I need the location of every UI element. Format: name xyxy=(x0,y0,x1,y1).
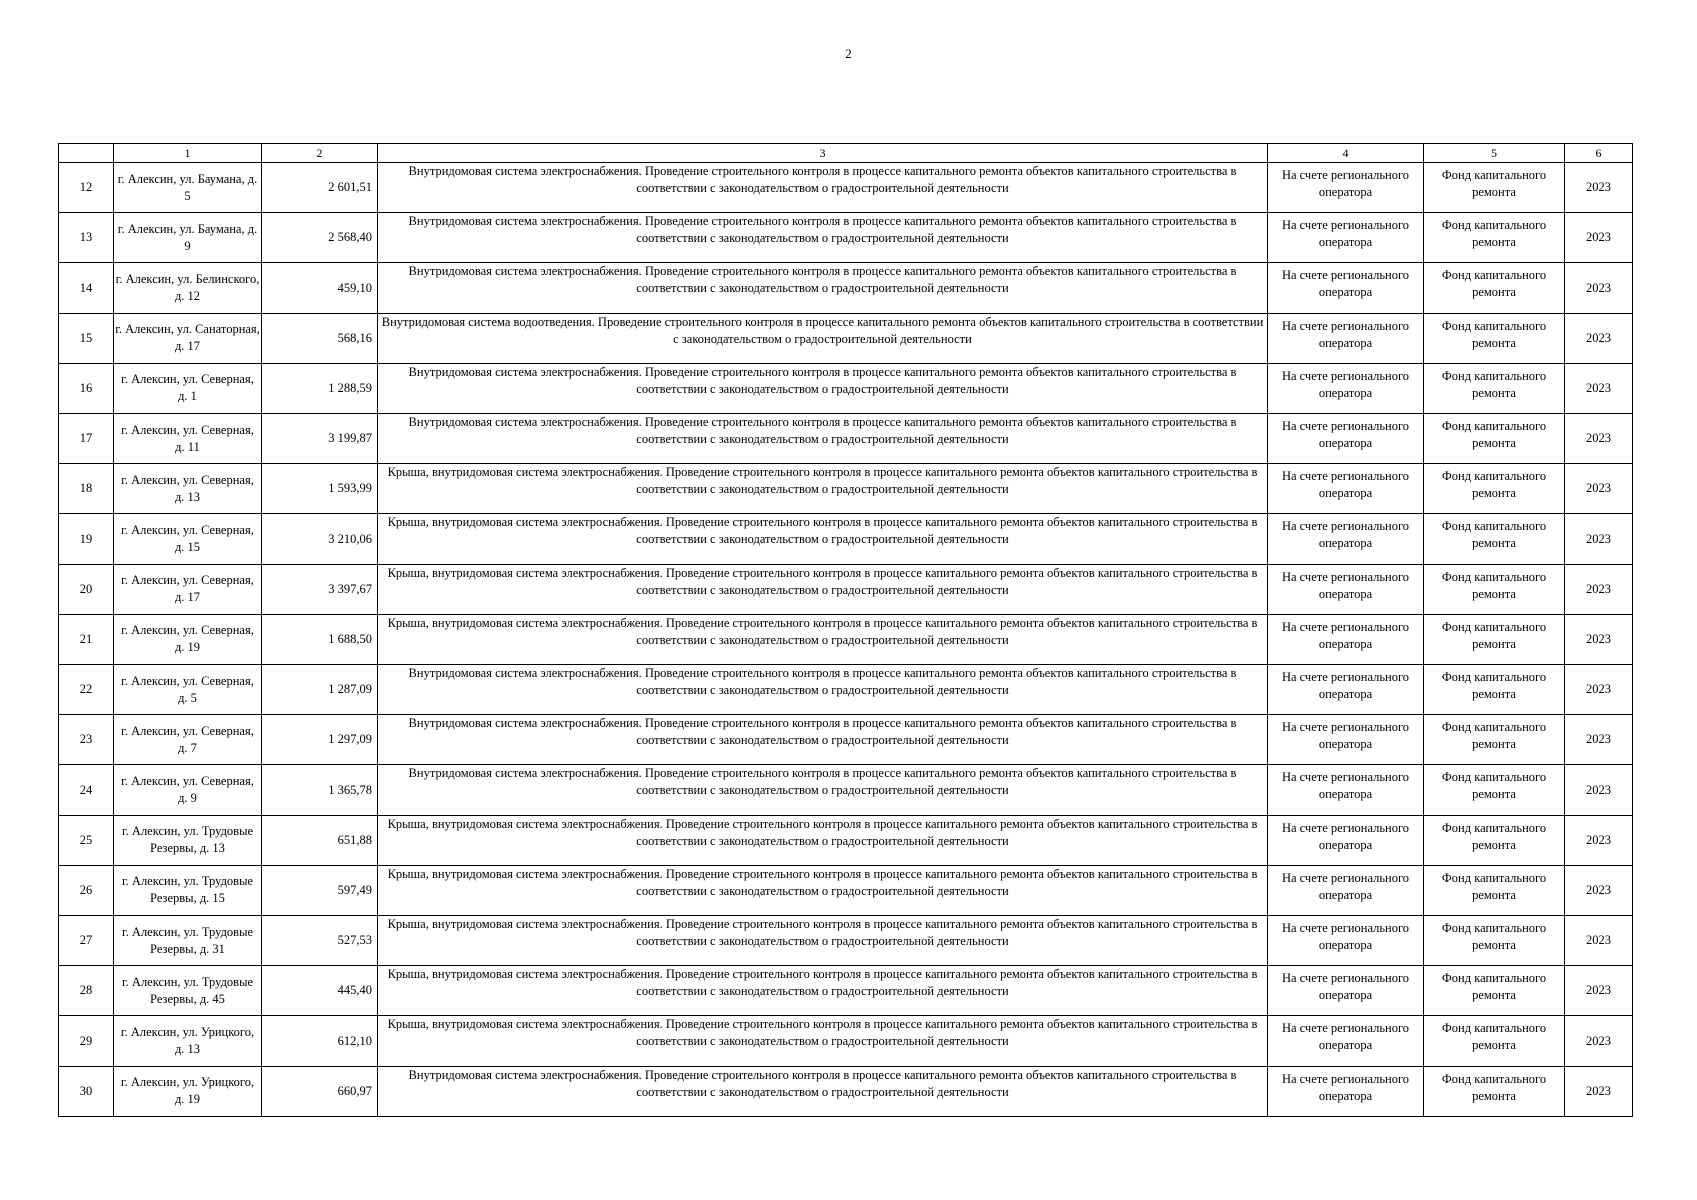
account-method-cell: На счете регионального оператора xyxy=(1268,1066,1424,1116)
table-row xyxy=(59,313,1633,363)
row-number-cell: 30 xyxy=(59,1066,114,1116)
work-description-cell: Внутридомовая система электроснабжения. Проведение строительного контроля в процессе капитального ремонта объектов капитального строительства в соответствии с законодательством о градостроительной деятельности xyxy=(378,715,1268,765)
row-number-cell: 24 xyxy=(59,765,114,815)
work-description-cell: Внутридомовая система электроснабжения. Проведение строительного контроля в процессе капитального ремонта объектов капитального строительства в соответствии с законодательством о градостроительной деятельности xyxy=(378,263,1268,313)
area-cell: 2 568,40 xyxy=(262,213,378,263)
work-description-cell: Внутридомовая система электроснабжения. Проведение строительного контроля в процессе капитального ремонта объектов капитального строительства в соответствии с законодательством о градостроительной деятельности xyxy=(378,765,1268,815)
table-row xyxy=(59,263,1633,313)
year-cell: 2023 xyxy=(1565,865,1633,915)
area-cell: 1 593,99 xyxy=(262,464,378,514)
area-cell: 2 601,51 xyxy=(262,163,378,213)
page-number: 2 xyxy=(845,46,852,61)
work-description-cell: Внутридомовая система электроснабжения. Проведение строительного контроля в процессе капитального ремонта объектов капитального строительства в соответствии с законодательством о градостроительной деятельности xyxy=(378,213,1268,263)
header-cell: 5 xyxy=(1424,144,1565,163)
account-method-cell: На счете регионального оператора xyxy=(1268,564,1424,614)
row-number-cell: 14 xyxy=(59,263,114,313)
account-method-cell: На счете регионального оператора xyxy=(1268,865,1424,915)
table-row xyxy=(59,916,1633,966)
area-cell: 3 397,67 xyxy=(262,564,378,614)
work-description-cell: Крыша, внутридомовая система электроснабжения. Проведение строительного контроля в процессе капитального ремонта объектов капитального строительства в соответствии с законодательством о градостроительной деятельности xyxy=(378,614,1268,664)
account-method-cell: На счете регионального оператора xyxy=(1268,916,1424,966)
area-cell: 612,10 xyxy=(262,1016,378,1066)
row-number-cell: 22 xyxy=(59,665,114,715)
table-row xyxy=(59,363,1633,413)
table-row xyxy=(59,765,1633,815)
row-number-cell: 29 xyxy=(59,1016,114,1066)
work-description-cell: Внутридомовая система электроснабжения. Проведение строительного контроля в процессе капитального ремонта объектов капитального строительства в соответствии с законодательством о градостроительной деятельности xyxy=(378,414,1268,464)
row-number-cell: 19 xyxy=(59,514,114,564)
row-number-cell: 25 xyxy=(59,815,114,865)
year-cell: 2023 xyxy=(1565,815,1633,865)
row-number-cell: 16 xyxy=(59,363,114,413)
address-cell: г. Алексин, ул. Белинского, д. 12 xyxy=(114,263,262,313)
account-method-cell: На счете регионального оператора xyxy=(1268,1016,1424,1066)
funding-source-cell: Фонд капитального ремонта xyxy=(1424,966,1565,1016)
address-cell: г. Алексин, ул. Северная, д. 5 xyxy=(114,665,262,715)
funding-source-cell: Фонд капитального ремонта xyxy=(1424,263,1565,313)
work-description-cell: Крыша, внутридомовая система электроснабжения. Проведение строительного контроля в процессе капитального ремонта объектов капитального строительства в соответствии с законодательством о градостроительной деятельности xyxy=(378,464,1268,514)
table-row xyxy=(59,414,1633,464)
area-cell: 459,10 xyxy=(262,263,378,313)
row-number-cell: 21 xyxy=(59,614,114,664)
area-cell: 1 288,59 xyxy=(262,363,378,413)
account-method-cell: На счете регионального оператора xyxy=(1268,313,1424,363)
year-cell: 2023 xyxy=(1565,464,1633,514)
row-number-cell: 28 xyxy=(59,966,114,1016)
table-row xyxy=(59,1066,1633,1116)
account-method-cell: На счете регионального оператора xyxy=(1268,514,1424,564)
year-cell: 2023 xyxy=(1565,715,1633,765)
area-cell: 527,53 xyxy=(262,916,378,966)
funding-source-cell: Фонд капитального ремонта xyxy=(1424,815,1565,865)
address-cell: г. Алексин, ул. Северная, д. 15 xyxy=(114,514,262,564)
row-number-cell: 17 xyxy=(59,414,114,464)
row-number-cell: 13 xyxy=(59,213,114,263)
address-cell: г. Алексин, ул. Северная, д. 13 xyxy=(114,464,262,514)
address-cell: г. Алексин, ул. Баумана, д. 5 xyxy=(114,163,262,213)
work-description-cell: Крыша, внутридомовая система электроснабжения. Проведение строительного контроля в процессе капитального ремонта объектов капитального строительства в соответствии с законодательством о градостроительной деятельности xyxy=(378,564,1268,614)
area-cell: 1 297,09 xyxy=(262,715,378,765)
funding-source-cell: Фонд капитального ремонта xyxy=(1424,1016,1565,1066)
work-description-cell: Крыша, внутридомовая система электроснабжения. Проведение строительного контроля в процессе капитального ремонта объектов капитального строительства в соответствии с законодательством о градостроительной деятельности xyxy=(378,916,1268,966)
funding-source-cell: Фонд капитального ремонта xyxy=(1424,916,1565,966)
year-cell: 2023 xyxy=(1565,363,1633,413)
work-description-cell: Внутридомовая система электроснабжения. Проведение строительного контроля в процессе капитального ремонта объектов капитального строительства в соответствии с законодательством о градостроительной деятельности xyxy=(378,1066,1268,1116)
address-cell: г. Алексин, ул. Северная, д. 17 xyxy=(114,564,262,614)
table-row xyxy=(59,865,1633,915)
area-cell: 1 688,50 xyxy=(262,614,378,664)
work-description-cell: Внутридомовая система электроснабжения. Проведение строительного контроля в процессе капитального ремонта объектов капитального строительства в соответствии с законодательством о градостроительной деятельности xyxy=(378,363,1268,413)
works-table xyxy=(58,143,1633,1117)
account-method-cell: На счете регионального оператора xyxy=(1268,213,1424,263)
account-method-cell: На счете регионального оператора xyxy=(1268,665,1424,715)
year-cell: 2023 xyxy=(1565,213,1633,263)
year-cell: 2023 xyxy=(1565,313,1633,363)
header-row xyxy=(59,144,1633,163)
account-method-cell: На счете регионального оператора xyxy=(1268,263,1424,313)
account-method-cell: На счете регионального оператора xyxy=(1268,414,1424,464)
table-row xyxy=(59,213,1633,263)
account-method-cell: На счете регионального оператора xyxy=(1268,614,1424,664)
work-description-cell: Крыша, внутридомовая система электроснабжения. Проведение строительного контроля в процессе капитального ремонта объектов капитального строительства в соответствии с законодательством о градостроительной деятельности xyxy=(378,815,1268,865)
work-description-cell: Крыша, внутридомовая система электроснабжения. Проведение строительного контроля в процессе капитального ремонта объектов капитального строительства в соответствии с законодательством о градостроительной деятельности xyxy=(378,865,1268,915)
table-row xyxy=(59,1016,1633,1066)
year-cell: 2023 xyxy=(1565,1066,1633,1116)
funding-source-cell: Фонд капитального ремонта xyxy=(1424,564,1565,614)
row-number-cell: 20 xyxy=(59,564,114,614)
row-number-cell: 27 xyxy=(59,916,114,966)
row-number-cell: 18 xyxy=(59,464,114,514)
year-cell: 2023 xyxy=(1565,514,1633,564)
funding-source-cell: Фонд капитального ремонта xyxy=(1424,715,1565,765)
header-cell: 2 xyxy=(262,144,378,163)
header-cell: 4 xyxy=(1268,144,1424,163)
funding-source-cell: Фонд капитального ремонта xyxy=(1424,464,1565,514)
header-cell: 3 xyxy=(378,144,1268,163)
account-method-cell: На счете регионального оператора xyxy=(1268,464,1424,514)
work-description-cell: Внутридомовая система водоотведения. Проведение строительного контроля в процессе капитального ремонта объектов капитального строительства в соответствии с законодательством о градостроительной деятельности xyxy=(378,313,1268,363)
funding-source-cell: Фонд капитального ремонта xyxy=(1424,614,1565,664)
address-cell: г. Алексин, ул. Северная, д. 11 xyxy=(114,414,262,464)
year-cell: 2023 xyxy=(1565,916,1633,966)
year-cell: 2023 xyxy=(1565,665,1633,715)
work-description-cell: Крыша, внутридомовая система электроснабжения. Проведение строительного контроля в процессе капитального ремонта объектов капитального строительства в соответствии с законодательством о градостроительной деятельности xyxy=(378,514,1268,564)
row-number-cell: 12 xyxy=(59,163,114,213)
address-cell: г. Алексин, ул. Санаторная, д. 17 xyxy=(114,313,262,363)
table-row xyxy=(59,966,1633,1016)
funding-source-cell: Фонд капитального ремонта xyxy=(1424,363,1565,413)
address-cell: г. Алексин, ул. Урицкого, д. 19 xyxy=(114,1066,262,1116)
year-cell: 2023 xyxy=(1565,414,1633,464)
address-cell: г. Алексин, ул. Баумана, д. 9 xyxy=(114,213,262,263)
area-cell: 568,16 xyxy=(262,313,378,363)
work-description-cell: Крыша, внутридомовая система электроснабжения. Проведение строительного контроля в процессе капитального ремонта объектов капитального строительства в соответствии с законодательством о градостроительной деятельности xyxy=(378,966,1268,1016)
area-cell: 597,49 xyxy=(262,865,378,915)
work-description-cell: Внутридомовая система электроснабжения. Проведение строительного контроля в процессе капитального ремонта объектов капитального строительства в соответствии с законодательством о градостроительной деятельности xyxy=(378,665,1268,715)
funding-source-cell: Фонд капитального ремонта xyxy=(1424,313,1565,363)
area-cell: 1 287,09 xyxy=(262,665,378,715)
address-cell: г. Алексин, ул. Трудовые Резервы, д. 45 xyxy=(114,966,262,1016)
table-row xyxy=(59,665,1633,715)
year-cell: 2023 xyxy=(1565,614,1633,664)
area-cell: 3 199,87 xyxy=(262,414,378,464)
address-cell: г. Алексин, ул. Северная, д. 1 xyxy=(114,363,262,413)
account-method-cell: На счете регионального оператора xyxy=(1268,765,1424,815)
funding-source-cell: Фонд капитального ремонта xyxy=(1424,414,1565,464)
table-row xyxy=(59,564,1633,614)
address-cell: г. Алексин, ул. Северная, д. 19 xyxy=(114,614,262,664)
table-row xyxy=(59,815,1633,865)
address-cell: г. Алексин, ул. Урицкого, д. 13 xyxy=(114,1016,262,1066)
funding-source-cell: Фонд капитального ремонта xyxy=(1424,1066,1565,1116)
row-number-cell: 15 xyxy=(59,313,114,363)
row-number-cell: 23 xyxy=(59,715,114,765)
funding-source-cell: Фонд капитального ремонта xyxy=(1424,514,1565,564)
header-cell-empty xyxy=(59,144,114,163)
funding-source-cell: Фонд капитального ремонта xyxy=(1424,765,1565,815)
table-row xyxy=(59,464,1633,514)
table-row xyxy=(59,514,1633,564)
funding-source-cell: Фонд капитального ремонта xyxy=(1424,163,1565,213)
year-cell: 2023 xyxy=(1565,263,1633,313)
year-cell: 2023 xyxy=(1565,564,1633,614)
address-cell: г. Алексин, ул. Северная, д. 9 xyxy=(114,765,262,815)
work-description-cell: Внутридомовая система электроснабжения. Проведение строительного контроля в процессе капитального ремонта объектов капитального строительства в соответствии с законодательством о градостроительной деятельности xyxy=(378,163,1268,213)
account-method-cell: На счете регионального оператора xyxy=(1268,815,1424,865)
table-row xyxy=(59,715,1633,765)
address-cell: г. Алексин, ул. Трудовые Резервы, д. 13 xyxy=(114,815,262,865)
address-cell: г. Алексин, ул. Трудовые Резервы, д. 31 xyxy=(114,916,262,966)
header-cell: 6 xyxy=(1565,144,1633,163)
year-cell: 2023 xyxy=(1565,966,1633,1016)
address-cell: г. Алексин, ул. Северная, д. 7 xyxy=(114,715,262,765)
funding-source-cell: Фонд капитального ремонта xyxy=(1424,213,1565,263)
funding-source-cell: Фонд капитального ремонта xyxy=(1424,665,1565,715)
table-body xyxy=(59,144,1633,1117)
funding-source-cell: Фонд капитального ремонта xyxy=(1424,865,1565,915)
area-cell: 3 210,06 xyxy=(262,514,378,564)
area-cell: 1 365,78 xyxy=(262,765,378,815)
table-row xyxy=(59,614,1633,664)
work-description-cell: Крыша, внутридомовая система электроснабжения. Проведение строительного контроля в процессе капитального ремонта объектов капитального строительства в соответствии с законодательством о градостроительной деятельности xyxy=(378,1016,1268,1066)
area-cell: 651,88 xyxy=(262,815,378,865)
account-method-cell: На счете регионального оператора xyxy=(1268,363,1424,413)
address-cell: г. Алексин, ул. Трудовые Резервы, д. 15 xyxy=(114,865,262,915)
area-cell: 660,97 xyxy=(262,1066,378,1116)
table-row xyxy=(59,163,1633,213)
area-cell: 445,40 xyxy=(262,966,378,1016)
year-cell: 2023 xyxy=(1565,163,1633,213)
row-number-cell: 26 xyxy=(59,865,114,915)
year-cell: 2023 xyxy=(1565,765,1633,815)
year-cell: 2023 xyxy=(1565,1016,1633,1066)
account-method-cell: На счете регионального оператора xyxy=(1268,163,1424,213)
account-method-cell: На счете регионального оператора xyxy=(1268,715,1424,765)
header-cell: 1 xyxy=(114,144,262,163)
account-method-cell: На счете регионального оператора xyxy=(1268,966,1424,1016)
